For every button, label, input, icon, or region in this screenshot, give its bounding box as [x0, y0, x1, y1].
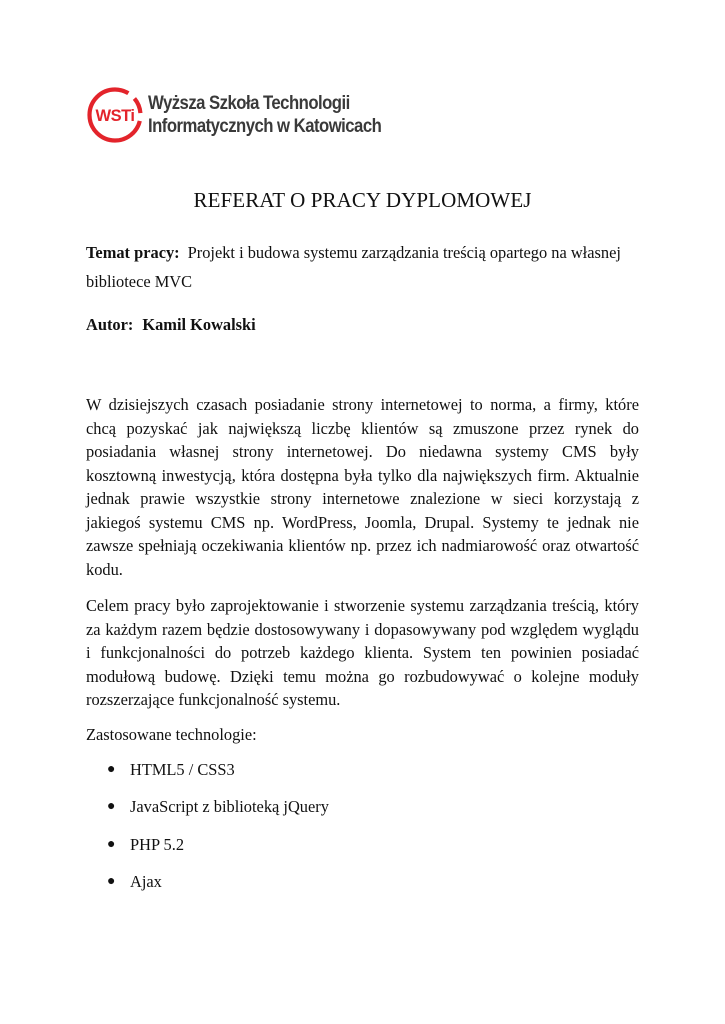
- list-item: [86, 833, 329, 870]
- bullet-icon: ●: [107, 799, 116, 815]
- technology-label: JavaScript z biblioteką jQuery: [130, 797, 329, 817]
- logo-line-2: Informatycznych w Katowicach: [148, 116, 382, 137]
- author-name: Kamil Kowalski: [142, 315, 256, 334]
- technology-label: HTML5 / CSS3: [130, 760, 235, 779]
- topic-label: Temat pracy:: [86, 243, 180, 262]
- wsti-logo-mark: [86, 86, 144, 144]
- paragraph-introduction: W dzisiejszych czasach posiadanie strony internetowej to norma, a firmy, które chcą pozyskać jak największą liczbę klientów są zmuszone przez rynek do posiadania własnej strony internetowej. Do niedawna systemy CMS były kosztowną inwestycją, która dostępna była tylko dla największych firm. Aktualnie jednak prawie wszystkie strony internetowe znalezione w sieci korzystają z jakiegoś systemu CMS np. WordPress, Joomla, Drupal. Systemy te jednak nie zawsze spełniają oczekiwania klientów np. przez ich nadmiarowość oraz otwartość kodu.: [86, 395, 639, 579]
- technology-label: PHP 5.2: [130, 834, 185, 854]
- technologies-list: [86, 758, 329, 907]
- thesis-topic: [86, 238, 646, 296]
- list-item: [86, 870, 329, 907]
- logo-line-1: Wyższa Szkoła Technologii: [148, 93, 350, 114]
- document-title: REFERAT O PRACY DYPLOMOWEJ: [193, 188, 532, 212]
- bullet-icon: ●: [107, 762, 116, 777]
- list-item: [86, 758, 329, 795]
- list-item: [86, 795, 329, 832]
- topic-value: Projekt i budowa systemu zarządzania treścią opartego na własnej bibliotece MVC: [86, 243, 621, 291]
- university-logo: [86, 86, 413, 144]
- logo-text: [148, 92, 381, 138]
- bullet-icon: ●: [107, 873, 116, 889]
- bullet-icon: ●: [107, 836, 116, 852]
- author-label: Autor:: [86, 315, 134, 334]
- technologies-heading: Zastosowane technologie:: [86, 725, 257, 744]
- logo-mark-text: WSTi: [95, 107, 135, 125]
- technology-label: Ajax: [130, 871, 162, 891]
- paragraph-goal: Celem pracy było zaprojektowanie i stworzenie systemu zarządzania treścią, który za każdym razem będzie dostosowywany i dopasowywany pod względem wyglądu i funkcjonalności do potrzeb każdego klienta. System ten powinien posiadać modułową budowę. Dzięki temu można go rozbudowywać o kolejne moduły rozszerzające funkcjonalność systemu.: [86, 596, 639, 709]
- thesis-author: [86, 310, 256, 339]
